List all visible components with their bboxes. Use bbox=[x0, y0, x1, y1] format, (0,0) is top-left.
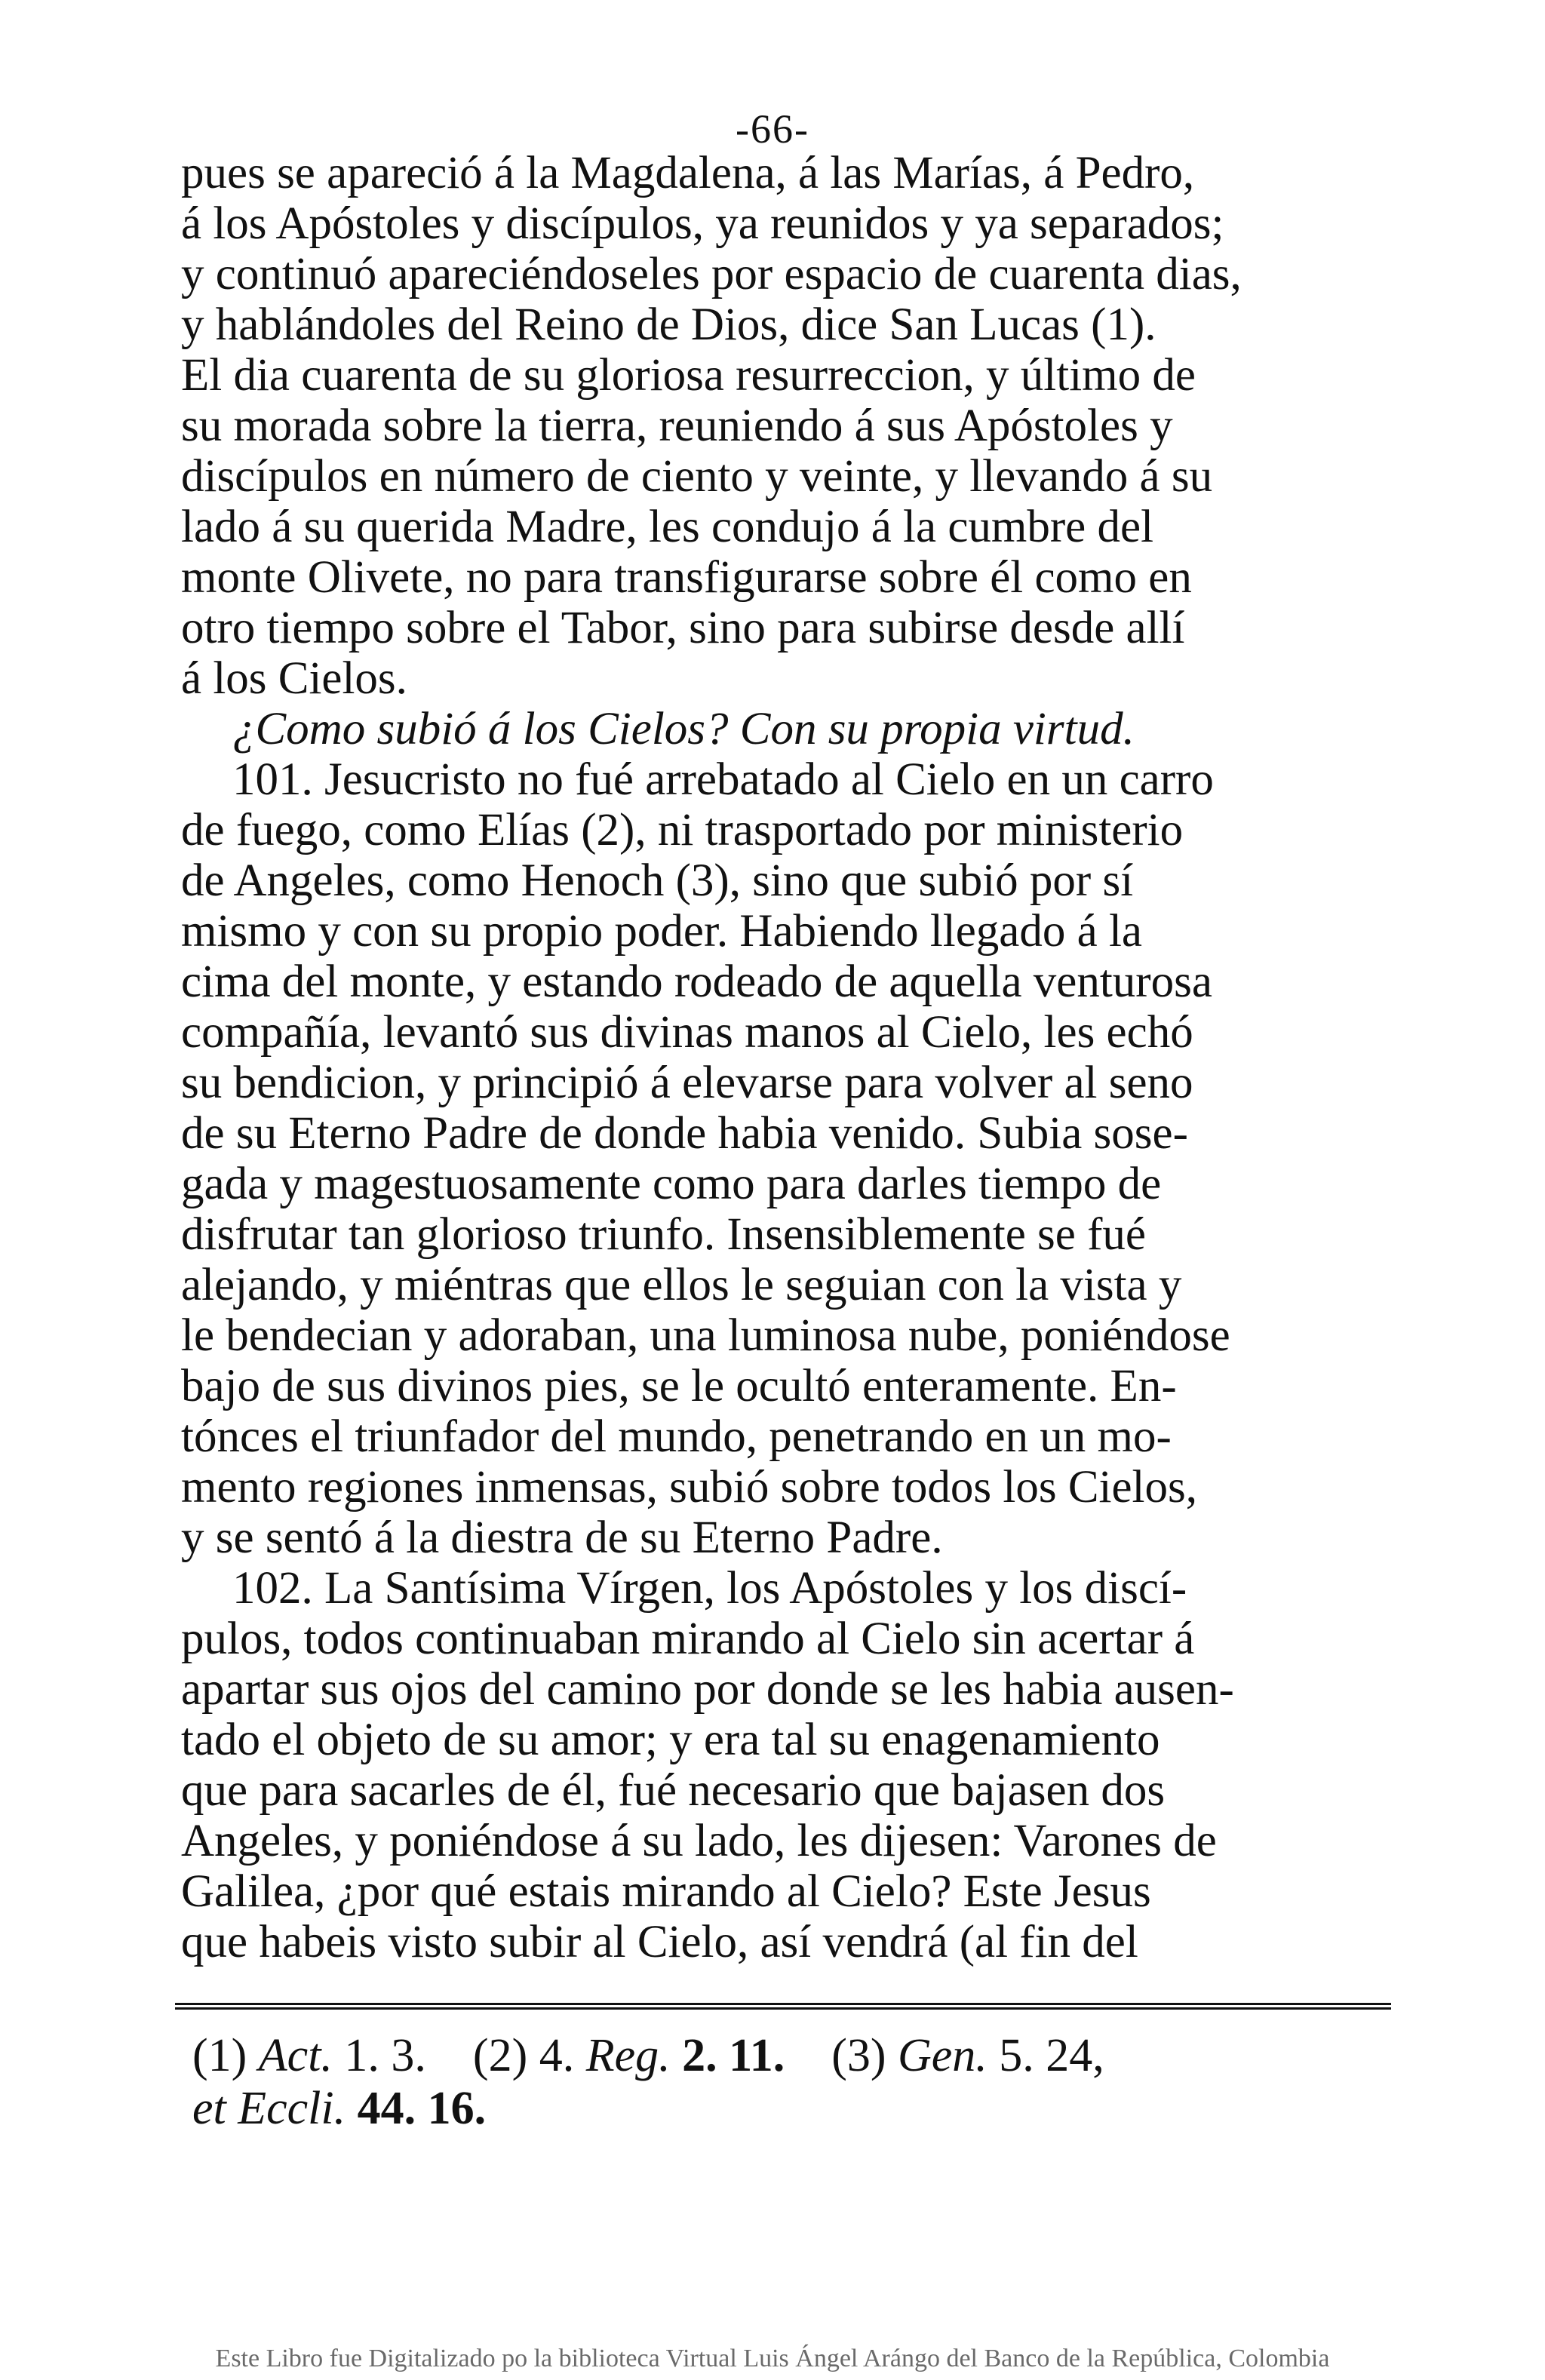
paragraph-101-line: mismo y con su propio poder. Habiendo llegado á la bbox=[181, 906, 1142, 957]
paragraph-102-line: tado el objeto de su amor; y era tal su enagenamiento bbox=[181, 1715, 1160, 1765]
paragraph-101-line: su bendicion, y principió á elevarse para volver al seno bbox=[181, 1058, 1193, 1108]
paragraph-101-line: gada y magestuosamente como para darles tiempo de bbox=[181, 1159, 1162, 1209]
footnote-2-mark: (2) bbox=[472, 2030, 528, 2081]
paragraph-101-line: le bendecian y adoraban, una luminosa nube, poniéndose bbox=[181, 1310, 1230, 1361]
paragraph-101-line: 101. Jesucristo no fué arrebatado al Cielo en un carro bbox=[232, 754, 1214, 805]
text-line: El dia cuarenta de su gloriosa resurreccion, y último de bbox=[181, 350, 1196, 401]
footnote-2-pre: 4. bbox=[539, 2030, 575, 2081]
footnote-3-ref: Gen. bbox=[898, 2030, 988, 2081]
paragraph-101-line: bajo de sus divinos pies, se le ocultó enteramente. En- bbox=[181, 1361, 1177, 1411]
paragraph-101-line: tónces el triunfador del mundo, penetrando en un mo- bbox=[181, 1411, 1172, 1462]
text-line: pues se apareció á la Magdalena, á las Marías, á Pedro, bbox=[181, 148, 1195, 198]
text-line: su morada sobre la tierra, reuniendo á sus Apóstoles y bbox=[181, 401, 1173, 451]
paragraph-101-line: disfrutar tan glorioso triunfo. Insensiblemente se fué bbox=[181, 1209, 1146, 1260]
text-line: y continuó apareciéndoseles por espacio de cuarenta dias, bbox=[181, 249, 1242, 299]
paragraph-101-line: de su Eterno Padre de donde habia venido. Subia sose- bbox=[181, 1108, 1188, 1159]
footnotes bbox=[192, 2029, 1384, 2135]
digitization-note: Este Libro fue Digitalizado po la biblioteca Virtual Luis Ángel Arángo del Banco de la República, Colombia bbox=[215, 2345, 1330, 2372]
footnote-1-ref: Act. bbox=[258, 2030, 333, 2081]
paragraph-101-line: de Angeles, como Henoch (3), sino que subió por sí bbox=[181, 855, 1134, 906]
paragraph-101-line: compañía, levantó sus divinas manos al Cielo, les echó bbox=[181, 1007, 1193, 1058]
paragraph-101-line: de fuego, como Elías (2), ni trasportado por ministerio bbox=[181, 805, 1184, 855]
paragraph-101-line: cima del monte, y estando rodeado de aquella venturosa bbox=[181, 957, 1212, 1007]
footnote-line bbox=[192, 2029, 1384, 2082]
footnote-1-loc: 1. 3. bbox=[344, 2030, 426, 2081]
text-line: y hablándoles del Reino de Dios, dice San Lucas (1). bbox=[181, 299, 1156, 350]
text-line: discípulos en número de ciento y veinte, y llevando á su bbox=[181, 451, 1213, 502]
footnote-2-loc: 2. 11. bbox=[682, 2030, 785, 2081]
footnote-line bbox=[192, 2082, 1384, 2135]
paragraph-101-line: mento regiones inmensas, subió sobre todos los Cielos, bbox=[181, 1462, 1197, 1512]
paragraph-102-line: que para sacarles de él, fué necesario que bajasen dos bbox=[181, 1765, 1166, 1816]
page-number: -66- bbox=[736, 106, 809, 152]
paragraph-101-line: alejando, y miéntras que ellos le seguian con la vista y bbox=[181, 1260, 1182, 1310]
paragraph-102-line: Galilea, ¿por qué estais mirando al Cielo? Este Jesus bbox=[181, 1866, 1151, 1917]
text-line: monte Olivete, no para transfigurarse sobre él como en bbox=[181, 552, 1192, 603]
paragraph-101-line: y se sentó á la diestra de su Eterno Padre. bbox=[181, 1512, 943, 1563]
paragraph-102-line: apartar sus ojos del camino por donde se les habia ausen- bbox=[181, 1664, 1234, 1715]
paragraph-102-line: Angeles, y poniéndose á su lado, les dijesen: Varones de bbox=[181, 1816, 1217, 1866]
body-text bbox=[181, 148, 1388, 1967]
text-line: otro tiempo sobre el Tabor, sino para subirse desde allí bbox=[181, 603, 1185, 653]
footnote-2-ref: Reg. bbox=[585, 2030, 671, 2081]
footnote-3-loc: 5. 24, bbox=[999, 2030, 1104, 2081]
paragraph-102-line: pulos, todos continuaban mirando al Cielo sin acertar á bbox=[181, 1614, 1195, 1664]
paragraph-102-line: 102. La Santísima Vírgen, los Apóstoles y los discí- bbox=[232, 1563, 1187, 1614]
paragraph-102-line: que habeis visto subir al Cielo, así vendrá (al fin del bbox=[181, 1917, 1138, 1967]
text-line: á los Cielos. bbox=[181, 653, 407, 704]
text-line: lado á su querida Madre, les condujo á la cumbre del bbox=[181, 502, 1154, 552]
text-line: á los Apóstoles y discípulos, ya reunidos y ya separados; bbox=[181, 198, 1224, 249]
footnote-1-mark: (1) bbox=[192, 2030, 247, 2081]
footnote-3-cont-ref: et Eccli. bbox=[192, 2083, 346, 2134]
footnote-3-cont-loc: 44. 16. bbox=[357, 2083, 487, 2134]
question-heading: ¿Como subió á los Cielos? Con su propia virtud. bbox=[232, 704, 1135, 754]
footnote-3-mark: (3) bbox=[831, 2030, 886, 2081]
footnote-divider bbox=[175, 2003, 1391, 2010]
